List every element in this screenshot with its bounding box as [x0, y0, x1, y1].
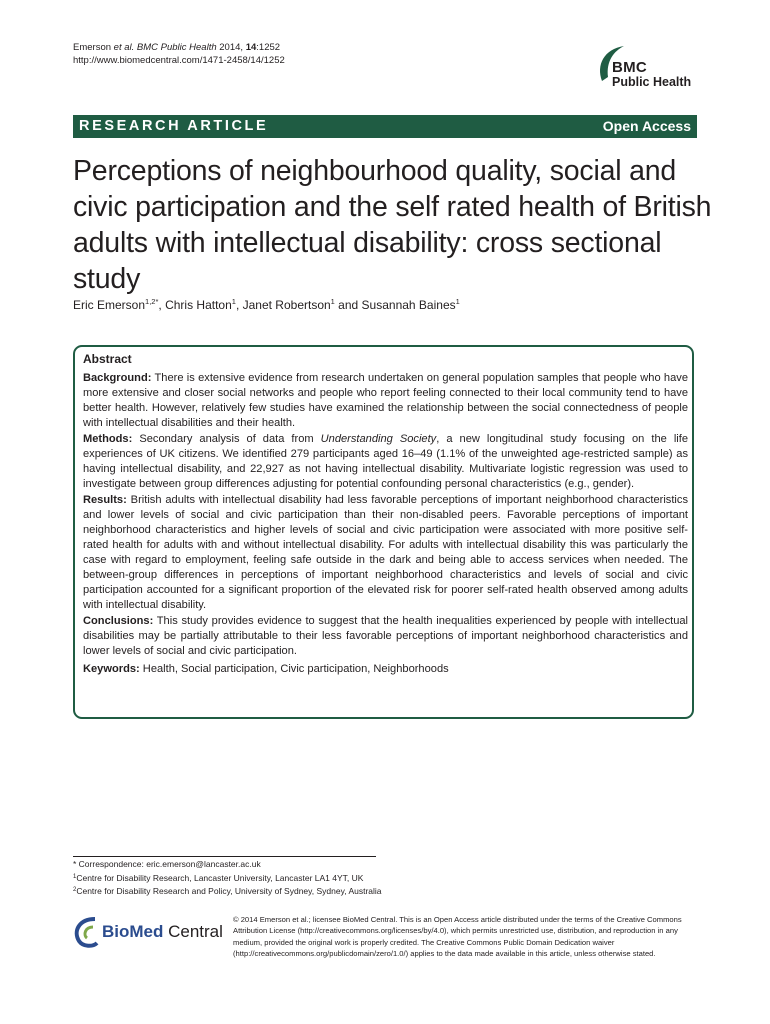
author[interactable]: Chris Hatton$^1$: [165, 297, 236, 312]
affiliation-1: $^1$Centre for Disability Research, Lancaster University, Lancaster LA1 4YT, UK: [73, 872, 364, 883]
citation-line: Emerson et al. BMC Public Health 2014, 14:1252: [73, 42, 281, 53]
abstract-box: [73, 345, 694, 719]
license-statement: © 2014 Emerson et al.; licensee BioMed Central. This is an Open Access article distributed under the terms of the Creative Commons Attribution License (http://creativecommons.org/licenses/by/4.0), which permits unrestricted use, distribution, and reproduction in any medium, provided the original work is properly credited. The Creative Commons Public Domain Dedication waiver (http://creativecommons.org/publicdomain/zero/1.0/) applies to the data made available in this article, unless otherwise stated.: [233, 915, 682, 959]
article-url[interactable]: http://www.biomedcentral.com/1471-2458/14/1252: [73, 55, 285, 66]
biomed-swirl-icon: [73, 915, 101, 949]
abstract-background: Background: There is extensive evidence from research undertaken on general population samples that people who have more extensive and closer social networks and people who report feeling connected to their local community tend to have better health. However, relatively few studies have examined the relationship between the social connectedness of people with intellectual disabilities and their health.: [83, 372, 688, 429]
footnotes: [73, 858, 383, 898]
author[interactable]: Janet Robertson$^1$: [242, 297, 335, 312]
biomed-central-logo: [73, 913, 223, 953]
correspondence[interactable]: * Correspondence: eric.emerson@lancaster.ac.uk: [73, 859, 261, 869]
biomed-wordmark: BioMed Central: [102, 922, 223, 941]
open-access-label: Open Access: [602, 118, 691, 134]
citation-header: [73, 41, 285, 67]
research-article-label: RESEARCH ARTICLE: [79, 118, 269, 134]
author[interactable]: Susannah Baines$^1$: [361, 297, 460, 312]
author[interactable]: Eric Emerson$^{1,2*}$: [73, 297, 159, 312]
logo-line1: BMC: [612, 59, 648, 76]
affiliation-2: $^2$Centre for Disability Research and Policy, University of Sydney, Sydney, Australia: [73, 886, 382, 896]
abstract-methods: Methods: Secondary analysis of data from Understanding Society, a new longitudinal study focusing on the life experiences of UK citizens. We identified 279 participants aged 16–49 (1.1% of the unweighted age-restricted sample) as having intellectual disability, and 22,927 as not having intellectual disability. Multivariate logistic regression was used to investigate between group differences adjusting for potential confounding personal characteristics (e.g., gender).: [83, 433, 689, 490]
article-type-banner: [73, 115, 697, 138]
author-list: Eric Emerson$^{1,2*}$, Chris Hatton$^1$, Janet Robertson$^1$ and Susannah Baines$^1$: [73, 297, 460, 312]
article-title: Perceptions of neighbourhood quality, social and civic participation and the self rated health of British adults with intellectual disability: cross sectional study: [73, 155, 712, 295]
footnote-divider: [73, 856, 376, 857]
abstract-results: Results: British adults with intellectual disability had less favorable perceptions of important neighborhood characteristics and lower levels of social and civic participation than their non-disabled peers. Favorable perceptions of important neighborhood characteristics and higher levels of social and civic participation were associated with more positive self-rated health for adults with and without intellectual disability. For adults with intellectual disability this was particularly the case with regard to employment, feeling safe outside in the dark and being able to access services when needed. The between-group differences in perceptions of important neighborhood characteristics and levels of social and civic participation accounted for a significant proportion of the elevated risk for poorer self-rated health observed among adults with intellectual disability.: [83, 494, 688, 611]
bmc-public-health-logo: [594, 43, 704, 98]
logo-line2: Public Health: [612, 75, 692, 89]
abstract-keywords: Keywords: Health, Social participation, Civic participation, Neighborhoods: [83, 663, 449, 675]
abstract-heading: Abstract: [83, 352, 132, 366]
abstract-conclusions: Conclusions: This study provides evidence to suggest that the health inequalities experienced by people with intellectual disabilities may be partially attributable to their less favorable perceptions of important neighborhood characteristics and lower levels of social and civic participation.: [83, 615, 688, 657]
